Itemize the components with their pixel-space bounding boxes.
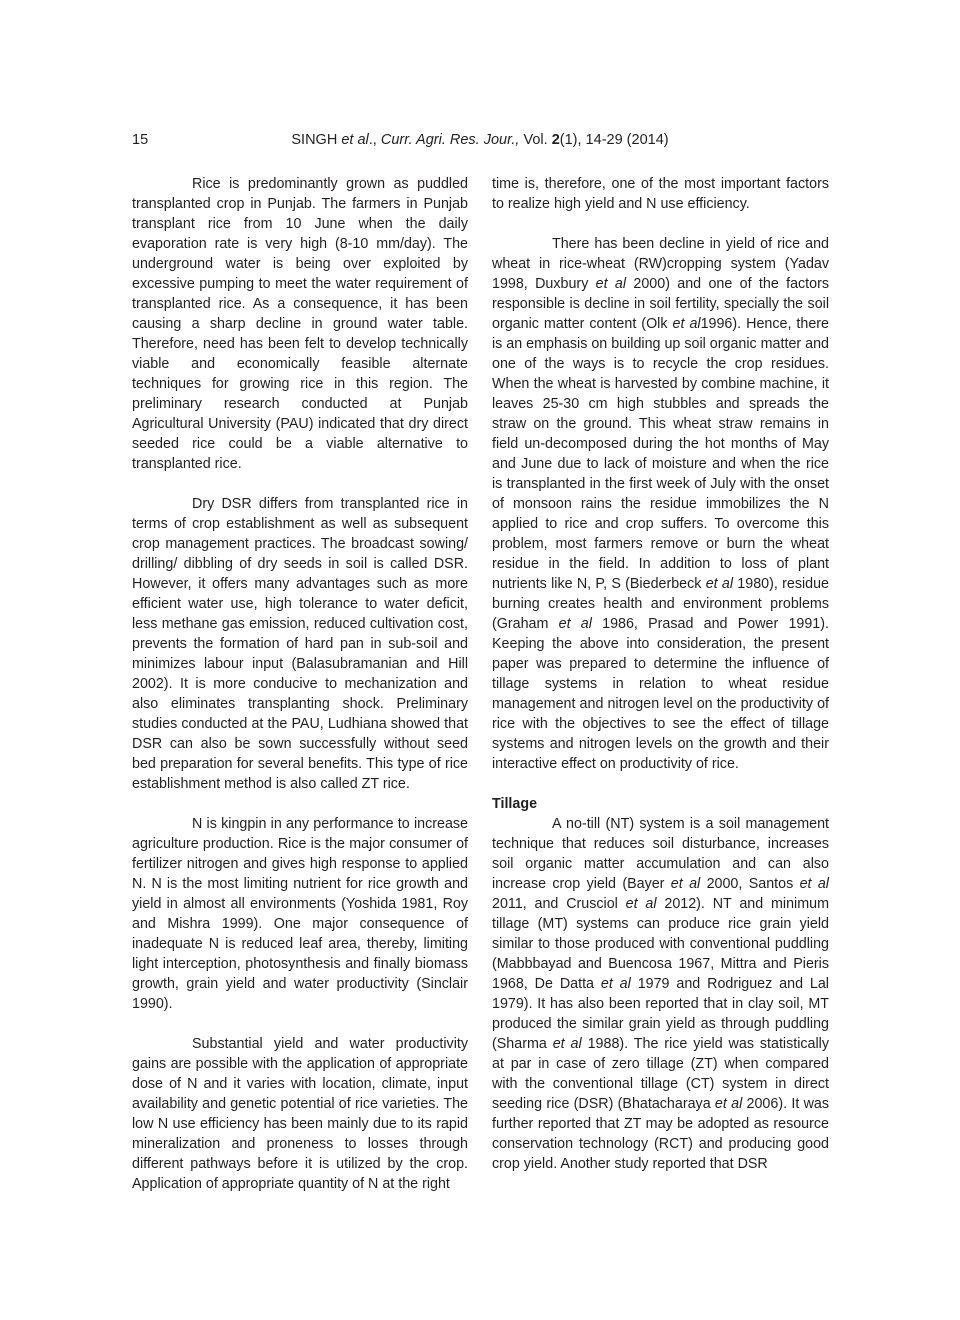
- et-al: et al: [672, 316, 701, 332]
- et-al: et al: [600, 976, 631, 992]
- page-number: 15: [132, 132, 149, 148]
- et-al: et al: [799, 876, 829, 892]
- paragraph-rice-punjab: Rice is predominantly grown as puddled transplanted crop in Punjab. The farmers in Punjab transplant rice from 10 June when the daily evaporation rate is very high (8-10 mm/day). The underground water is being over exploited by excessive pumping to meet the water requirement of transplanted rice. As a consequence, it has been causing a sharp decline in ground water table. Therefore, need has been felt to develop technically viable and economically feasible alternate techniques for growing rice in this region. The preliminary research conducted at Punjab Agricultural University (PAU) indicated that dry direct seeded rice could be a viable alternative to transplanted rice.: [132, 176, 468, 472]
- header-issue: (1), 14-29 (2014): [559, 132, 669, 148]
- paragraph-tillage: [492, 814, 829, 1174]
- header-journal: Curr. Agri. Res. Jour.,: [380, 132, 520, 148]
- text-run: A no-till (NT) system is a soil management technique that reduces soil disturbance, increases soil organic matter accumulation and can also increase crop yield (Bayer: [492, 816, 829, 892]
- et-al: et al: [714, 1096, 743, 1112]
- et-al: et al: [670, 876, 701, 892]
- et-al: et al: [625, 896, 657, 912]
- right-column: [492, 174, 829, 1174]
- et-al: et al: [705, 576, 734, 592]
- text-run: 2006). It was further reported that ZT may be adopted as resource conservation technology (RCT) and producing good crop yield. Another study reported that DSR: [492, 1096, 829, 1172]
- paragraph-yield-gains: Substantial yield and water productivity gains are possible with the application of appropriate dose of N and it varies with location, climate, input availability and genetic potential of rice varieties. The low N use efficiency has been mainly due to its rapid mineralization and proneness to losses through different pathways before it is utilized by the crop. Application of appropriate quantity of N at the right: [132, 1036, 468, 1192]
- et-al: et al: [558, 616, 592, 632]
- paragraph-continuation: time is, therefore, one of the most important factors to realize high yield and N use efficiency.: [492, 176, 829, 212]
- header-vol-label: Vol.: [523, 132, 548, 148]
- text-run: 2012). NT and minimum tillage (MT) systems can produce rice grain yield similar to those produced with conventional puddling (Mabbbayad and Buencosa 1967, Mittra and Pieris 1968, De Datta: [492, 896, 829, 992]
- et-al: et al: [552, 1036, 582, 1052]
- journal-citation: SINGH et al., Curr. Agri. Res. Jour., Vol. 2(1), 14-29 (2014): [291, 132, 669, 148]
- paragraph-yield-decline: [492, 234, 829, 774]
- text-run: There has been decline in yield of rice and wheat in rice-wheat (RW)cropping system (Yadav 1998, Duxbury: [492, 236, 829, 292]
- left-column: [132, 174, 468, 1194]
- text-run: 1988). The rice yield was statistically at par in case of zero tillage (ZT) when compared with the conventional tillage (CT) system in direct seeding rice (DSR) (Bhatacharaya: [492, 1036, 829, 1112]
- et-al: et al: [595, 276, 627, 292]
- text-run: 2000) and one of the factors responsible is decline in soil fertility, specially the soil organic matter content (Olk: [492, 276, 829, 332]
- header-authors: SINGH: [291, 132, 338, 148]
- paragraph-nitrogen: N is kingpin in any performance to increase agriculture production. Rice is the major consumer of fertilizer nitrogen and gives high response to applied N. N is the most limiting nutrient for rice growth and yield in almost all environments (Yoshida 1981, Roy and Mishra 1999). One major consequence of inadequate N is reduced leaf area, thereby, limiting light interception, photosynthesis and finally biomass growth, grain yield and water productivity (Sinclair 1990).: [132, 816, 468, 1012]
- header-volume: 2: [551, 132, 560, 148]
- section-heading-tillage: Tillage: [492, 796, 538, 812]
- text-run: 1986, Prasad and Power 1991). Keeping the above into consideration, the present paper was prepared to determine the influence of tillage systems in relation to wheat residue management and nitrogen level on the productivity of rice with the objectives to see the effect of tillage systems and nitrogen levels on the growth and their interactive effect on productivity of rice.: [492, 616, 829, 772]
- text-run: 1979 and Rodriguez and Lal 1979). It has also been reported that in clay soil, MT produced the similar grain yield as through puddling (Sharma: [492, 976, 829, 1052]
- text-run: 1996). Hence, there is an emphasis on building up soil organic matter and one of the ways is to recycle the crop residues. When the wheat is harvested by combine machine, it leaves 25-30 cm high stubbles and spreads the straw on the ground. This wheat straw remains in field un-decomposed during the hot months of May and June due to lack of moisture and when the rice is transplanted in the first week of July with the onset of monsoon rains the residue immobilizes the N applied to rice and crop suffers. To overcome this problem, most farmers remove or burn the wheat residue in the field. In addition to loss of plant nutrients like N, P, S (Biederbeck: [492, 316, 830, 592]
- text-run: 2011, and Crusciol: [492, 896, 626, 912]
- header-et-al: et al: [341, 132, 369, 148]
- paragraph-dry-dsr: Dry DSR differs from transplanted rice in terms of crop establishment as well as subsequent crop management practices. The broadcast sowing/ drilling/ dibbling of dry seeds in soil is called DSR. However, it offers many advantages such as more efficient water use, high tolerance to water deficit, less methane gas emission, reduced cultivation cost, prevents the formation of hard pan in sub-soil and minimizes labour input (Balasubramanian and Hill 2002). It is more conducive to mechanization and also eliminates transplanting shock. Preliminary studies conducted at the PAU, Ludhiana showed that DSR can also be sown successfully without seed bed preparation for several benefits. This type of rice establishment method is also called ZT rice.: [132, 496, 468, 792]
- running-header: [0, 130, 960, 150]
- text-run: 1980), residue burning creates health and environment problems (Graham: [492, 576, 830, 632]
- text-run: 2000, Santos: [700, 876, 800, 892]
